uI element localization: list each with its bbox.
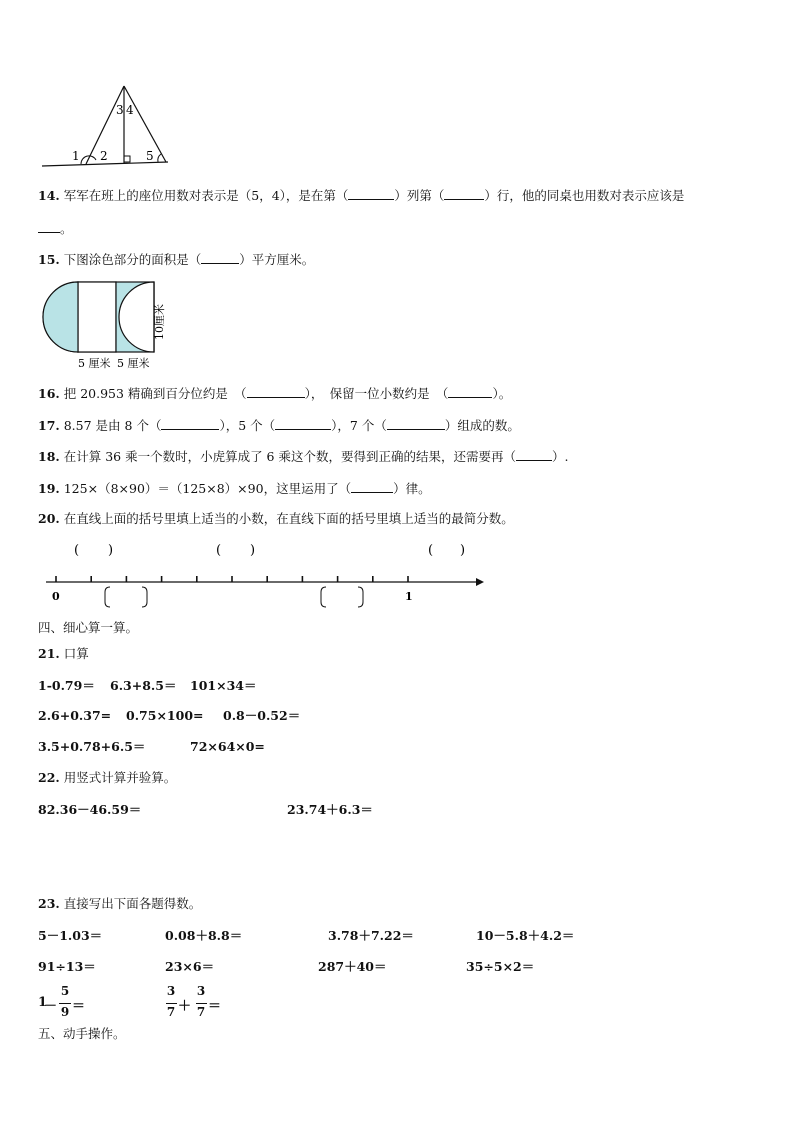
calc-item: 2.6+0.37=	[38, 708, 112, 723]
answer-blank[interactable]	[387, 417, 445, 430]
answer-blank[interactable]	[38, 220, 60, 233]
question-23: 23. 直接写出下面各题得数。	[38, 896, 202, 911]
answer-blank[interactable]	[516, 448, 552, 461]
angle-label-4: 4	[126, 103, 134, 117]
question-17: 17. 8.57 是由 8 个（ ），5 个（ ），7 个（ ）组成的数。	[38, 418, 520, 433]
calc-item: 10－5.8＋4.2＝	[476, 928, 575, 943]
calc-item: 101×34＝	[190, 678, 257, 693]
question-18: 18. 在计算 36 乘一个数时，小虎算成了 6 乘这个数，要得到正确的结果，还需要再（ ）.	[38, 449, 569, 464]
width-label-1: 5 厘米	[78, 357, 111, 370]
angle-label-5: 5	[146, 149, 154, 163]
answer-blank[interactable]	[201, 251, 239, 264]
question-20: 20. 在直线上面的括号里填上适当的小数，在直线下面的括号里填上适当的最简分数。	[38, 511, 514, 526]
angle-label-3: 3	[116, 103, 124, 117]
calc-item: 6.3+8.5＝	[110, 678, 177, 693]
answer-blank[interactable]	[161, 417, 219, 430]
top-paren-2: (	[216, 543, 222, 558]
label-zero: 0	[52, 590, 60, 603]
calc-item: 1-0.79＝	[38, 678, 95, 693]
number-line	[38, 538, 488, 613]
calc-item: 5－1.03＝	[38, 928, 103, 943]
calc-item: 72×64×0=	[190, 739, 265, 754]
angle-label-2: 2	[100, 149, 108, 163]
calc-item: 0.8－0.52＝	[223, 708, 301, 723]
calc-item: 0.08＋8.8＝	[165, 928, 243, 943]
bottom-bracket-1	[105, 587, 110, 607]
bottom-bracket-1-close	[142, 587, 147, 607]
answer-blank[interactable]	[348, 187, 394, 200]
fraction-expression-1: 1 － 5 9 ＝	[38, 984, 86, 1019]
calc-item: 0.75×100=	[126, 708, 204, 723]
vertical-calc-item: 23.74＋6.3＝	[287, 802, 373, 817]
question-19: 19. 125×（8×90）＝（125×8）×90，这里运用了（ ）律。	[38, 481, 431, 496]
top-paren-3: (	[428, 543, 434, 558]
top-paren-2-close: )	[250, 543, 256, 558]
vertical-calc-item: 82.36－46.59＝	[38, 802, 142, 817]
top-paren-1-close: )	[108, 543, 114, 558]
top-paren-3-close: )	[460, 543, 466, 558]
answer-blank[interactable]	[247, 385, 305, 398]
calc-item: 3.78＋7.22＝	[328, 928, 414, 943]
number-line-ticks	[56, 576, 408, 582]
question-14: 14. 军军在班上的座位用数对表示是（5，4），是在第（ ）列第（ ）行，他的同桌也用数对表示应该是	[38, 188, 685, 203]
shaded-shape-figure	[38, 276, 178, 376]
question-21: 21. 口算	[38, 646, 89, 661]
answer-blank[interactable]	[444, 187, 484, 200]
calc-item: 287＋40＝	[318, 959, 387, 974]
bottom-bracket-2	[321, 587, 326, 607]
fraction-expression-2: 3 7 ＋ 3 7 ＝	[166, 984, 222, 1019]
height-label: 10厘米	[153, 304, 166, 340]
top-paren-1: (	[74, 543, 80, 558]
calc-item: 91÷13＝	[38, 959, 96, 974]
angle-label-1: 1	[72, 149, 80, 163]
triangle-figure	[38, 80, 178, 170]
width-label-2: 5 厘米	[117, 357, 150, 370]
question-15: 15. 下图涂色部分的面积是（ ）平方厘米。	[38, 252, 315, 267]
label-one: 1	[405, 590, 413, 603]
calc-item: 23×6＝	[165, 959, 215, 974]
answer-blank[interactable]	[275, 417, 331, 430]
answer-blank[interactable]	[448, 385, 492, 398]
question-16: 16. 把 20.953 精确到百分位约是 （ ）， 保留一位小数约是 （ ）。	[38, 386, 512, 401]
section-4-title: 四、细心算一算。	[38, 620, 139, 635]
section-5-title: 五、动手操作。	[38, 1026, 126, 1041]
bottom-bracket-2-close	[358, 587, 363, 607]
question-14-cont: 。	[38, 220, 73, 237]
calc-item: 35÷5×2＝	[466, 959, 535, 974]
answer-blank[interactable]	[351, 480, 393, 493]
calc-item: 3.5+0.78+6.5＝	[38, 739, 146, 754]
question-22: 22. 用竖式计算并验算。	[38, 770, 177, 785]
